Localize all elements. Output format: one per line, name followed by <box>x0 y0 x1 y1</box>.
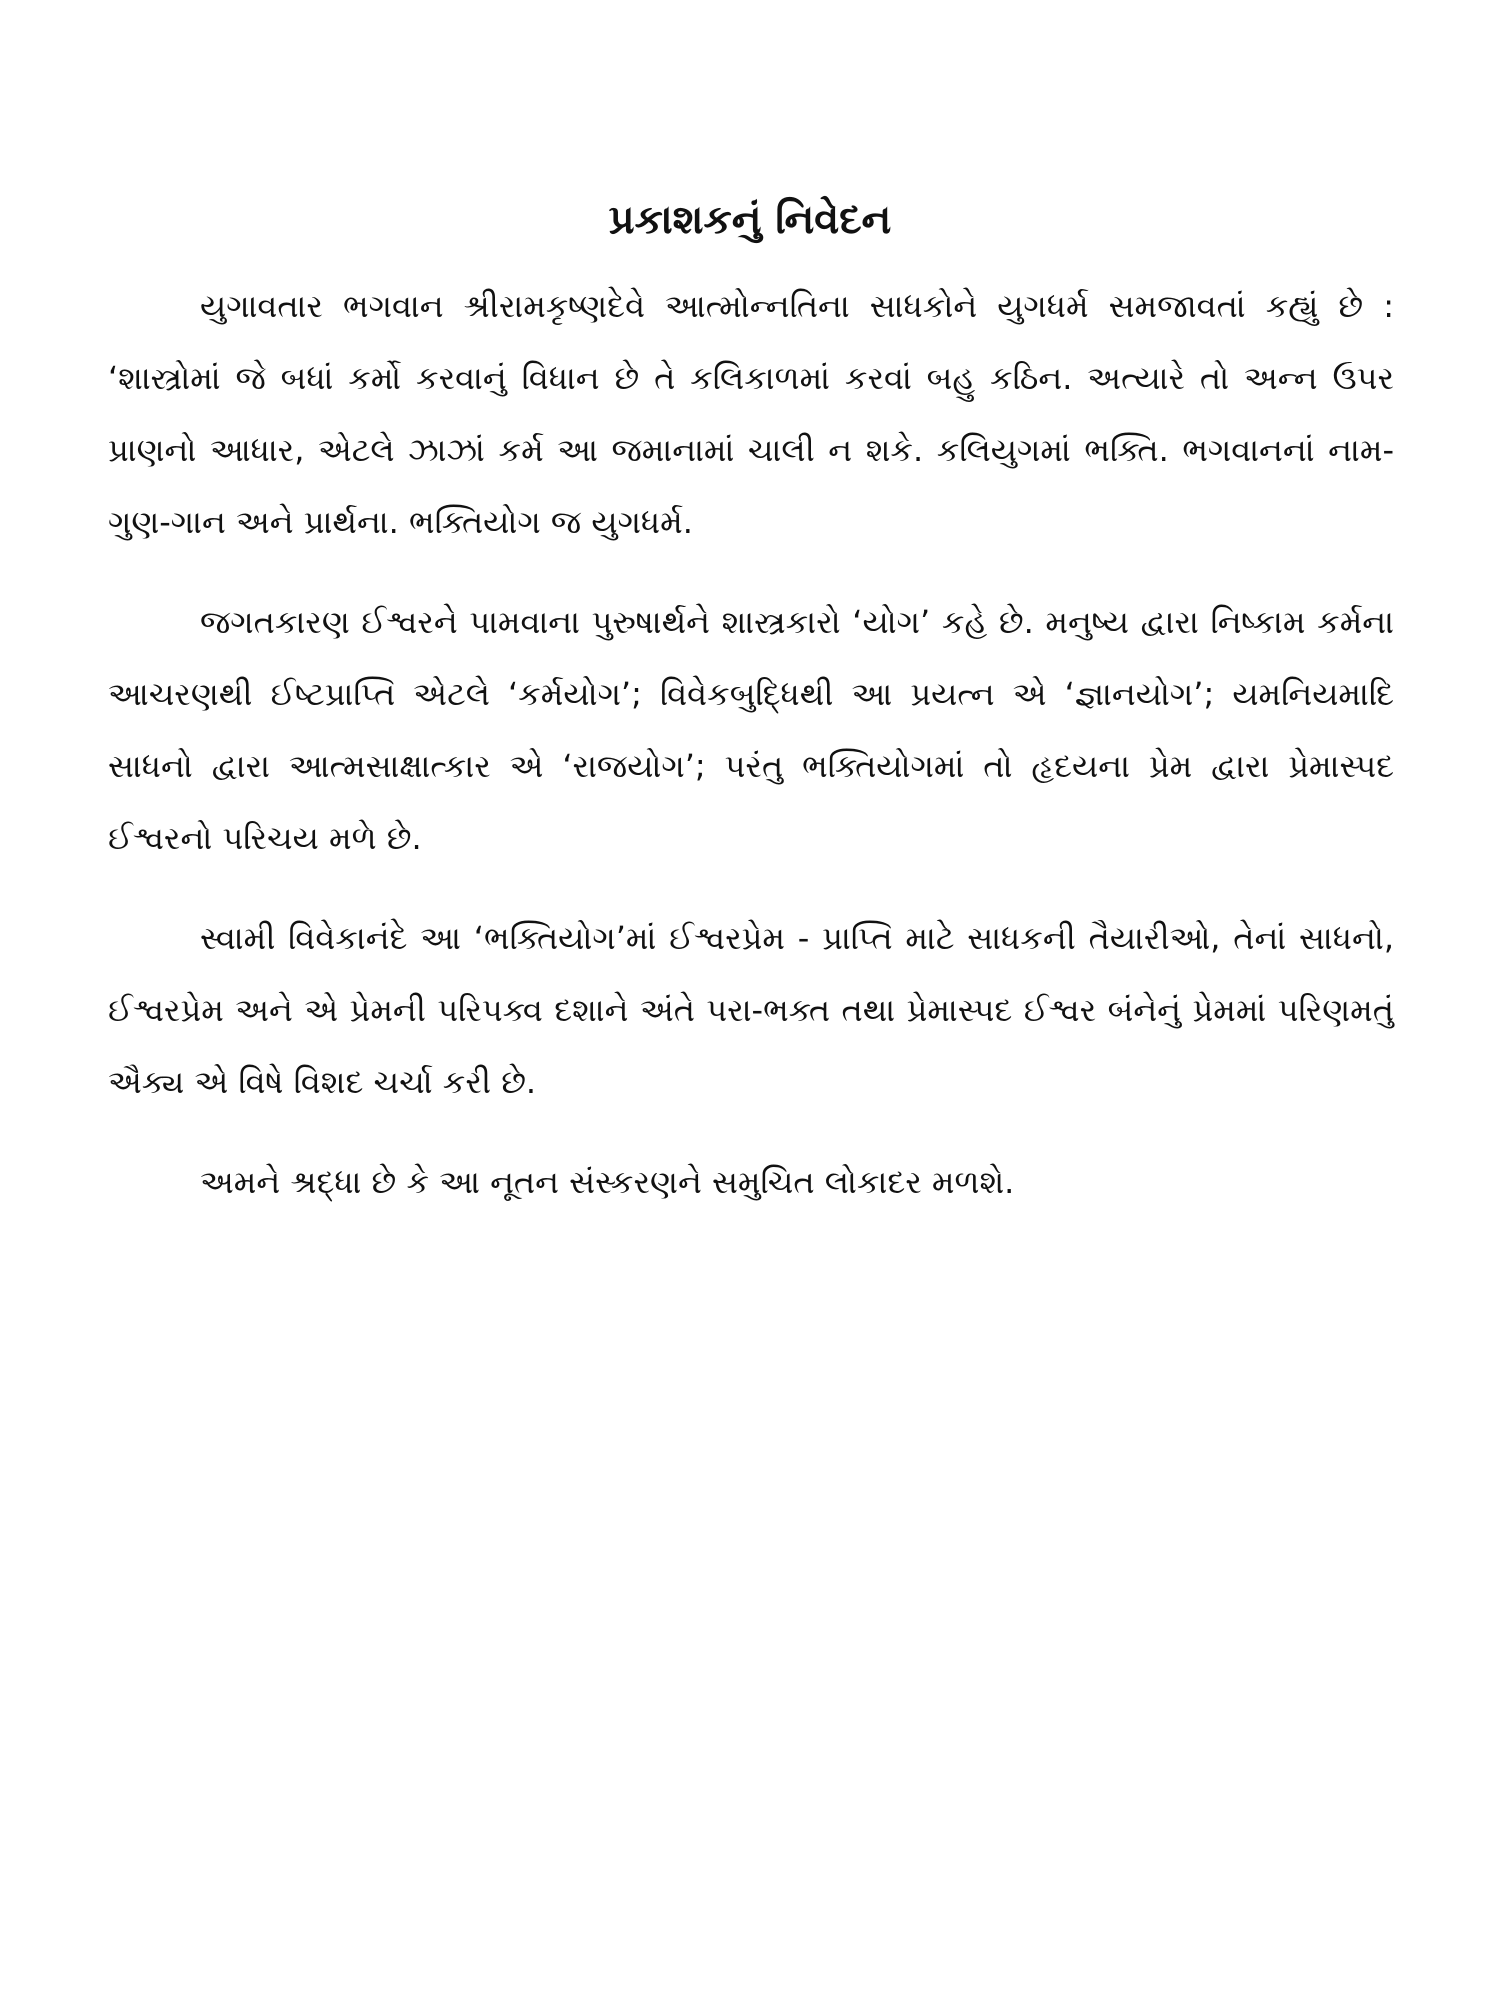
document-body <box>108 270 1394 1218</box>
page-title: પ્રકાશકનું નિવેદન <box>608 197 892 243</box>
paragraph-2: જગતકારણ ઈશ્વરને પામવાના પુરુષાર્થને શાસ્ત્રકારો ‘યોગ’ કહે છે. મનુષ્ય દ્વારા નિષ્કામ કર્મના આચરણથી ઈષ્ટપ્રાપ્તિ એટલે ‘કર્મયોગ’; વિવેકબુદ્ધિથી આ પ્રયત્ન એ ‘જ્ઞાનયોગ’; યમનિયમાદિ સાધનો દ્વારા આત્મસાક્ષાત્કાર એ ‘રાજયોગ’; પરંતુ ભક્તિયોગમાં તો હૃદયના પ્રેમ દ્વારા પ્રેમાસ્પદ ઈશ્વરનો પરિચય મળે છે. <box>108 603 1394 857</box>
paragraph-3: સ્વામી વિવેકાનંદે આ ‘ભક્તિયોગ’માં ઈશ્વરપ્રેમ - પ્રાપ્તિ માટે સાધકની તૈયારીઓ, તેનાં સાધનો, ઈશ્વરપ્રેમ અને એ પ્રેમની પરિપક્વ દશાને અંતે પરા-ભક્ત તથા પ્રેમાસ્પદ ઈશ્વર બંનેનું પ્રેમમાં પરિણમતું ઐક્ય એ વિષે વિશદ ચર્ચા કરી છે. <box>108 919 1394 1101</box>
paragraph-1: યુગાવતાર ભગવાન શ્રીરામકૃષ્ણદેવે આત્મોન્નતિના સાધકોને યુગધર્મ સમજાવતાં કહ્યું છે : ‘શાસ્ત્રોમાં જે બધાં કર્મો કરવાનું વિધાન છે તે કલિકાળમાં કરવાં બહુ કઠિન. અત્યારે તો અન્ન ઉપર પ્રાણનો આધાર, એટલે ઝાઝાં કર્મ આ જમાનામાં ચાલી ન શકે. કલિયુગમાં ભક્તિ. ભગવાનનાં નામ-ગુણ-ગાન અને પ્રાર્થના. ભક્તિયોગ જ યુગધર્મ. <box>108 287 1394 541</box>
paragraph-4: અમને શ્રદ્ધા છે કે આ નૂતન સંસ્કરણને સમુચિત લોકાદર મળશે. <box>200 1163 1015 1201</box>
